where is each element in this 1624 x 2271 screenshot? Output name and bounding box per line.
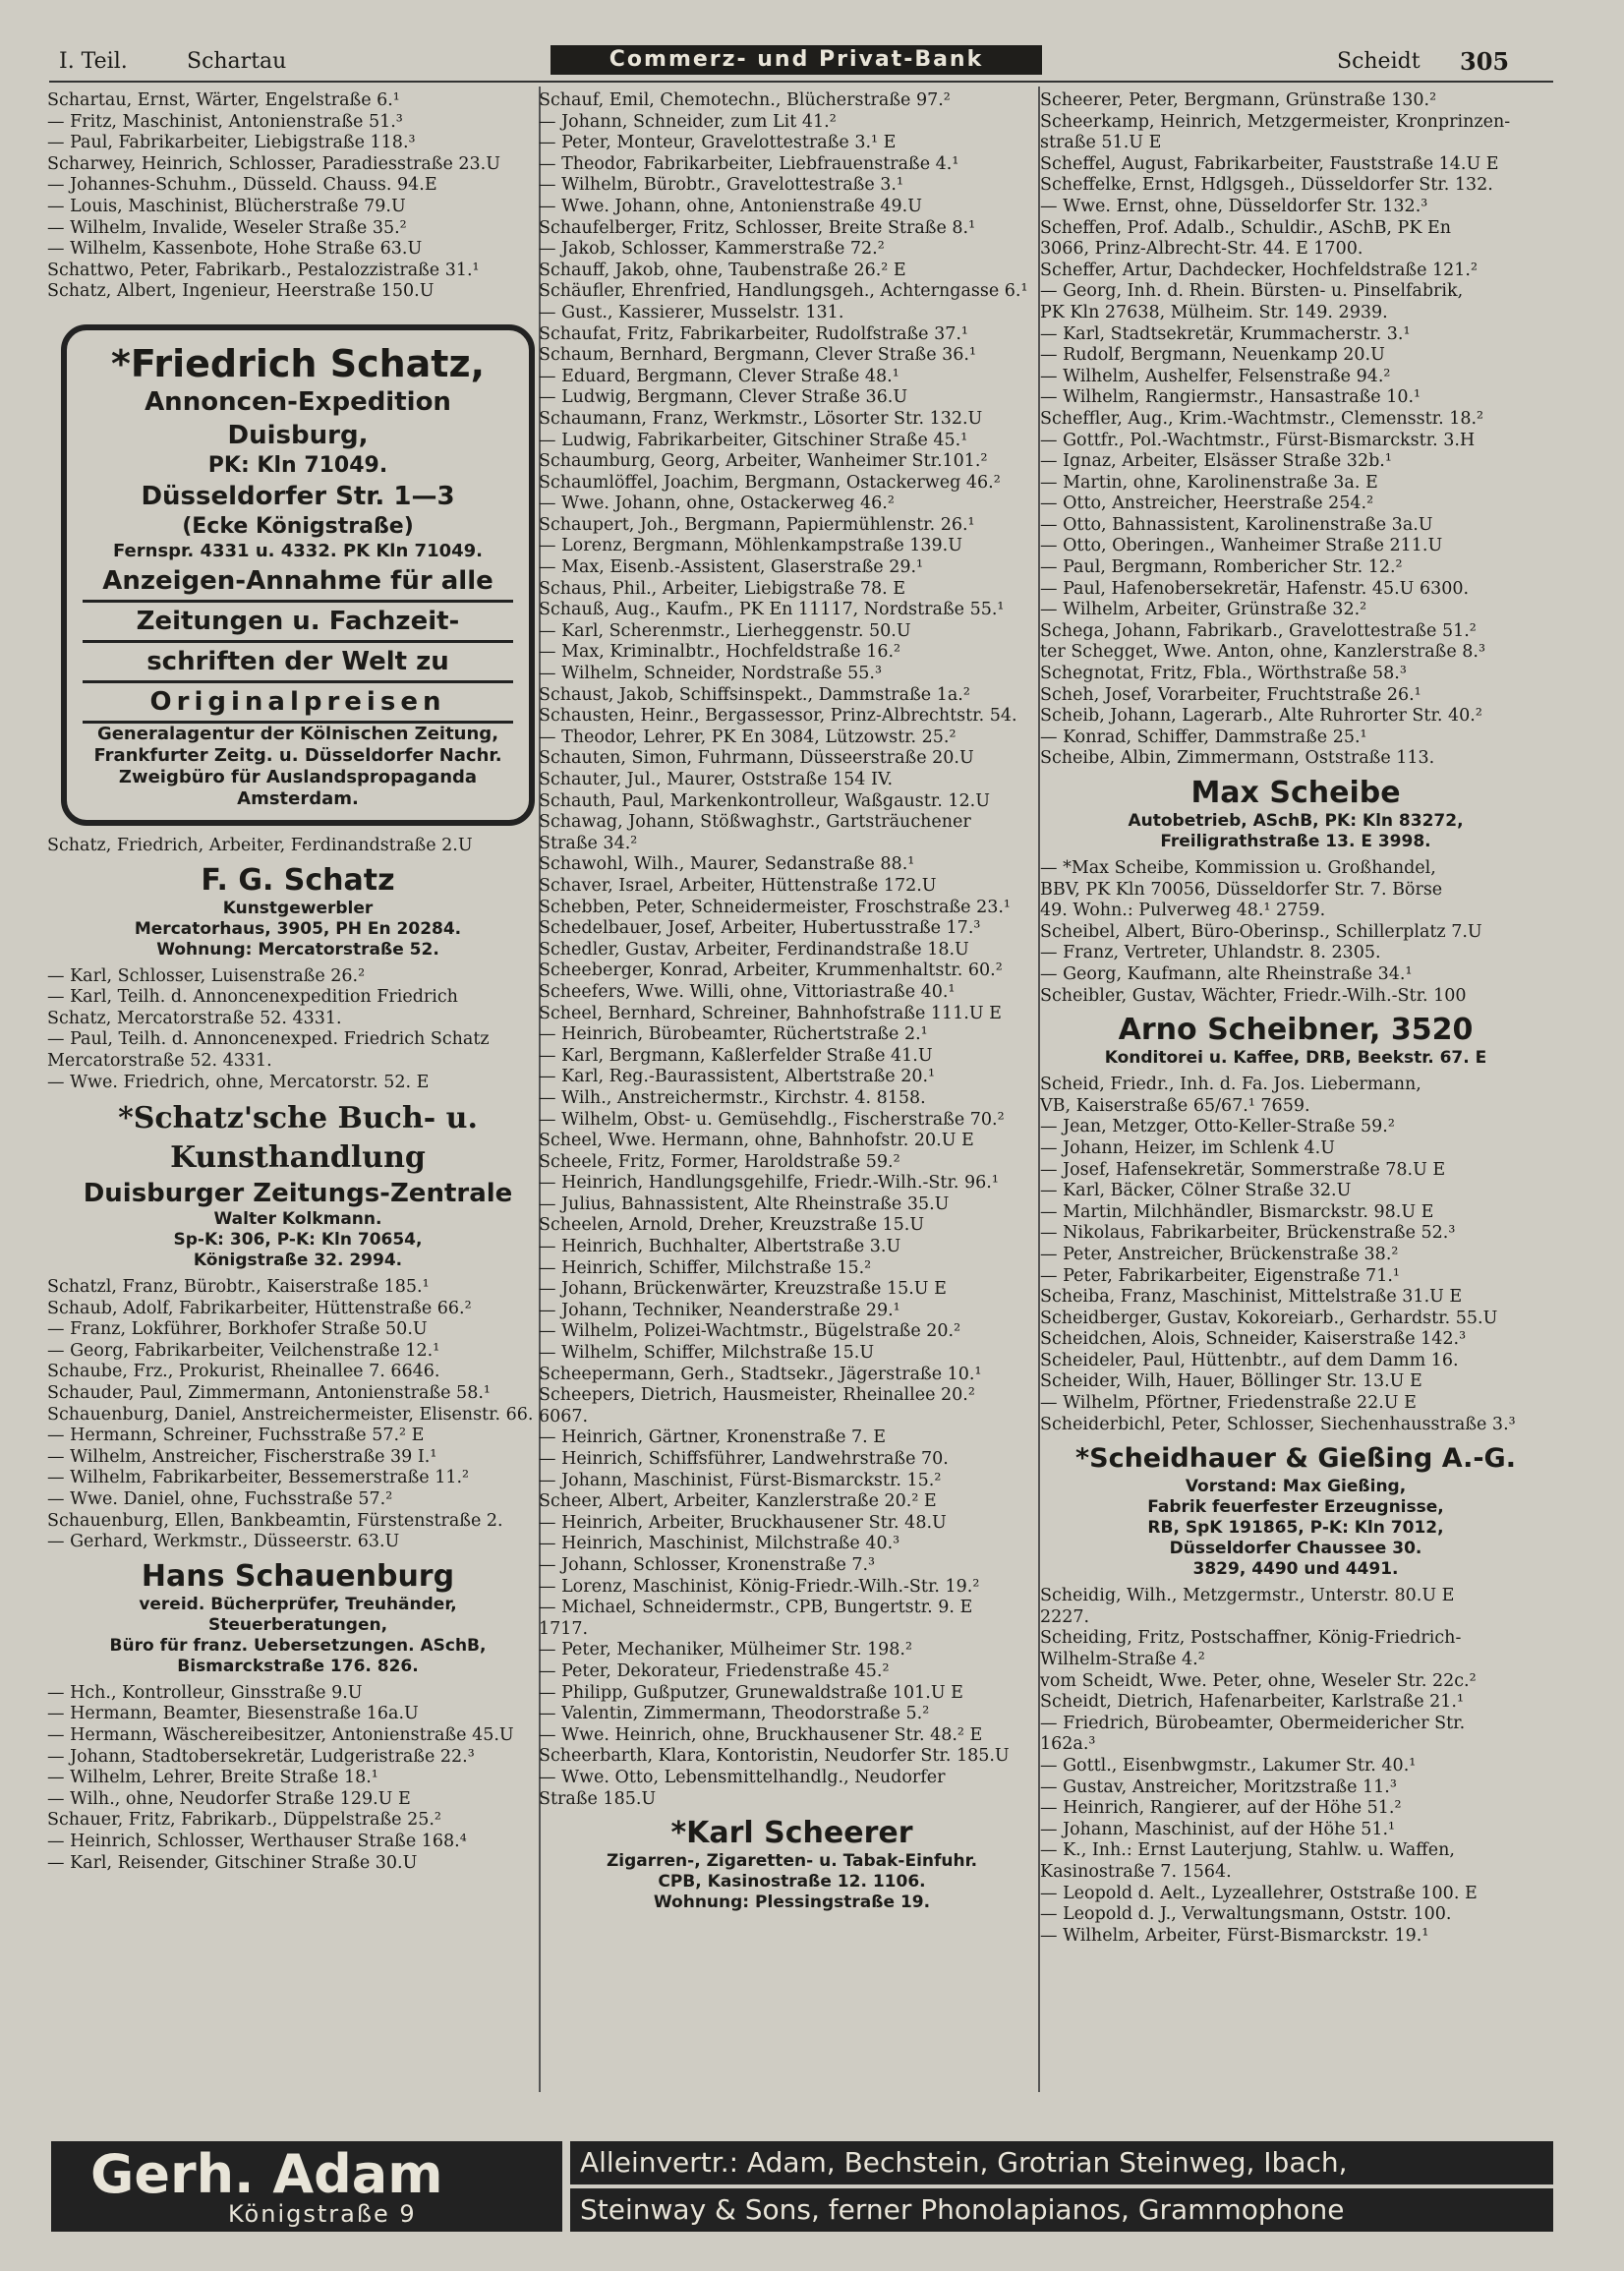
entry-list [47,1277,549,1553]
directory-entry: — Jean, Metzger, Otto-Keller-Straße 59.² [1040,1117,1395,1137]
directory-entry: Schaver, Israel, Arbeiter, Hüttenstraße 172.U [539,875,937,896]
directory-entry: — Hermann, Schreiner, Fuchsstraße 57.² E [47,1426,425,1446]
ad-line: Bismarckstraße 176. 826. [177,1656,419,1676]
directory-entry: Scheerbarth, Klara, Kontoristin, Neudorfer Str. 185.U [539,1746,1010,1767]
directory-entry: Schatz, Albert, Ingenieur, Heerstraße 150.U [47,281,435,302]
ad-title: F. G. Schatz [201,862,395,898]
directory-entry: — Wilh., ohne, Neudorfer Straße 129.U E [47,1788,411,1809]
column-3 [1040,90,1551,2116]
directory-entry: — Paul, Fabrikarbeiter, Liebigstraße 118.³ [47,133,416,153]
entry-list [47,1683,549,1874]
ad-line: Fernspr. 4331 u. 4332. PK Kln 71049. [112,540,484,561]
directory-entry: — Johannes-Schuhm., Düsseld. Chauss. 94.E [47,175,437,196]
directory-entry: — Louis, Maschinist, Blücherstraße 79.U [47,196,406,216]
directory-entry: — Wilhelm, Arbeiter, Fürst-Bismarckstr. 19.¹ [1040,1925,1429,1946]
entry-list [1040,1586,1551,1947]
directory-entry: — Karl, Teilh. d. Annoncenexpedition Friedrich [47,987,458,1008]
directory-entry: — Lorenz, Maschinist, König-Friedr.-Wilh.-Str. 19.² [539,1576,980,1597]
directory-entry: Schaumann, Franz, Werkmstr., Lösorter Str. 132.U [539,408,983,429]
directory-entry: Straße 34.² [539,833,638,853]
directory-entry: Scheiding, Fritz, Postschaffner, König-Friedrich- [1040,1628,1462,1649]
directory-entry: — Georg, Fabrikarbeiter, Veilchenstraße 12.¹ [47,1340,440,1361]
directory-entry: Schaub, Adolf, Fabrikarbeiter, Hüttenstraße 66.² [47,1298,472,1318]
ad-title: Hans Schauenburg [141,1558,455,1594]
ad-line: vereid. Bücherprüfer, Treuhänder, [139,1594,457,1614]
directory-entry: — Ludwig, Fabrikarbeiter, Gitschiner Straße 45.¹ [539,430,968,450]
directory-entry: — Johann, Brückenwärter, Kreuzstraße 15.U E [539,1279,947,1300]
directory-entry: Scheideler, Paul, Hüttenbtr., auf dem Damm 16. [1040,1350,1459,1370]
directory-entry: — *Max Scheibe, Kommission u. Großhandel, [1040,858,1436,878]
directory-entry: — Wwe. Otto, Lebensmittelhandlg., Neudorfer [539,1767,946,1787]
directory-entry: Schattwo, Peter, Fabrikarb., Pestalozzistraße 31.¹ [47,260,480,280]
directory-entry: — Johann, Techniker, Neanderstraße 29.¹ [539,1300,900,1320]
directory-entry: Schawohl, Wilh., Maurer, Sedanstraße 88.¹ [539,854,915,875]
directory-entry: — Martin, ohne, Karolinenstraße 3a. E [1040,472,1378,493]
directory-entry: Wilhelm-Straße 4.² [1040,1650,1205,1670]
directory-entry: Schauten, Simon, Fuhrmann, Düsseerstraße 20.U [539,748,974,769]
directory-entry: — Ludwig, Bergmann, Clever Straße 36.U [539,387,908,408]
directory-entry: Mercatorstraße 52. 4331. [47,1050,272,1071]
directory-entry: — Johann, Schlosser, Kronenstraße 7.³ [539,1554,876,1575]
entry-list [47,966,549,1094]
directory-entry: — Johann, Schneider, zum Lit 41.² [539,111,837,132]
directory-entry: Scheid, Friedr., Inh. d. Fa. Jos. Liebermann, [1040,1075,1421,1095]
ad-title: *Scheidhauer & Gießing A.-G. [1075,1443,1516,1475]
directory-entry: — Johann, Maschinist, Fürst-Bismarckstr. 15.² [539,1470,942,1490]
directory-entry: — Hermann, Wäschereibesitzer, Antonienstraße 45.U [47,1725,514,1745]
ad-line: Düsseldorfer Chaussee 30. [1169,1539,1422,1559]
directory-entry: — Wwe. Heinrich, ohne, Bruckhausener Str. 48.² E [539,1724,983,1745]
directory-entry: — Jakob, Schlosser, Kammerstraße 72.² [539,239,885,260]
footer-advertisement [39,2141,1553,2232]
ad-line: Zweigbüro für Auslandspropaganda [118,766,478,787]
directory-entry: Schauenburg, Daniel, Anstreichermeister, Elisenstr. 66. [47,1404,534,1425]
directory-entry: Kasinostraße 7. 1564. [1040,1861,1232,1882]
running-header [39,39,1553,85]
directory-entry: Schauenburg, Ellen, Bankbeamtin, Fürstenstraße 2. [47,1510,503,1531]
directory-entry: BBV, PK Kln 70056, Düsseldorfer Str. 7. Börse [1040,879,1443,900]
directory-entry: Scheidig, Wilh., Metzgermstr., Unterstr. 80.U E [1040,1586,1455,1606]
directory-entry: Schegnotat, Fritz, Fbla., Wörthstraße 58.³ [1040,664,1407,684]
scheerer-ad [539,1816,1045,1913]
directory-entry: — Georg, Kaufmann, alte Rheinstraße 34.¹ [1040,963,1413,984]
directory-entry: — Heinrich, Arbeiter, Bruckhausener Str. 48.U [539,1512,947,1533]
directory-entry: Scheider, Wilh, Hauer, Böllinger Str. 13.U E [1040,1371,1422,1392]
range-end: Scheidt [1337,49,1421,74]
directory-entry: — Wilhelm, Anstreicher, Fischerstraße 39 I.¹ [47,1446,437,1467]
directory-entry: — Wilhelm, Schneider, Nordstraße 55.³ [539,664,882,684]
directory-entry: — Heinrich, Schlosser, Werthauser Straße 168.⁴ [47,1831,467,1851]
ad-line: Zeitungen u. Fachzeit- [83,603,513,643]
directory-entry: vom Scheidt, Wwe. Peter, ohne, Weseler Str. 22c.² [1040,1670,1477,1691]
directory-entry: Schatzl, Franz, Bürobtr., Kaiserstraße 185.¹ [47,1277,430,1298]
directory-entry: — Konrad, Schiffer, Dammstraße 25.¹ [1040,727,1367,747]
directory-entry: — Karl, Stadtsekretär, Krummacherstr. 3.¹ [1040,323,1411,344]
ad-line: Vorstand: Max Gießing, [1185,1477,1407,1497]
ad-line: Generalagentur der Kölnischen Zeitung, [96,723,499,744]
footer-line-1: Alleinvertr.: Adam, Bechstein, Grotrian Steinweg, Ibach, [570,2141,1553,2184]
directory-entry: 162a.³ [1040,1734,1096,1755]
directory-entry: — Friedrich, Bürobeamter, Obermeidericher Str. [1040,1713,1466,1733]
directory-entry: VB, Kaiserstraße 65/67.¹ 7659. [1040,1095,1310,1116]
directory-entry: — Leopold d. Aelt., Lyzeallehrer, Oststraße 100. E [1040,1883,1478,1903]
directory-entry: — Karl, Scherenmstr., Lierheggenstr. 50.U [539,620,911,641]
ad-line: Originalpreisen [83,683,513,724]
directory-entry: — Wilhelm, Aushelfer, Felsenstraße 94.² [1040,366,1391,386]
directory-entry: Scheel, Bernhard, Schreiner, Bahnhofstraße 111.U E [539,1003,1002,1023]
directory-entry: Scheffler, Aug., Krim.-Wachtmstr., Clemensstr. 18.² [1040,408,1484,429]
directory-entry: — Wilhelm, Lehrer, Breite Straße 18.¹ [47,1768,378,1788]
directory-entry: Schawag, Johann, Stößwaghstr., Gartsträuchener [539,812,971,833]
directory-entry: Scheefers, Wwe. Willi, ohne, Vittoriastraße 40.¹ [539,981,956,1002]
directory-entry: Schebben, Peter, Schneidermeister, Froschstraße 23.¹ [539,897,1011,917]
directory-entry: Schauß, Aug., Kaufm., PK En 11117, Nordstraße 55.¹ [539,600,1005,620]
directory-entry: — Wilhelm, Schiffer, Milchstraße 15.U [539,1343,875,1364]
directory-entry: — Karl, Reisender, Gitschiner Straße 30.U [47,1852,418,1873]
directory-entry: 49. Wohn.: Pulverweg 48.¹ 2759. [1040,901,1326,921]
directory-entry: — K., Inh.: Ernst Lauterjung, Stahlw. u. Waffen, [1040,1840,1455,1861]
directory-entry: — Michael, Schneidermstr., CPB, Bungertstr. 9. E [539,1598,973,1618]
ad-line: Königstraße 32. 2994. [193,1251,403,1271]
directory-entry: — Karl, Reg.-Baurassistent, Albertstraße 20.¹ [539,1067,936,1087]
directory-entry: PK Kln 27638, Mülheim. Str. 149. 2939. [1040,302,1388,322]
directory-entry: — Theodor, Fabrikarbeiter, Liebfrauenstraße 4.¹ [539,153,959,174]
directory-entry: — Peter, Fabrikarbeiter, Eigenstraße 71.¹ [1040,1265,1400,1286]
directory-entry: Scheidchen, Alois, Schneider, Kaiserstraße 142.³ [1040,1329,1467,1350]
directory-entry: — Nikolaus, Fabrikarbeiter, Brückenstraße 52.³ [1040,1223,1456,1244]
directory-entry: — Wwe. Johann, ohne, Antonienstraße 49.U [539,196,922,216]
directory-entry: Scheffer, Artur, Dachdecker, Hochfeldstraße 121.² [1040,260,1478,280]
directory-entry: Scheiderbichl, Peter, Schlosser, Siechenhausstraße 3.³ [1040,1414,1516,1434]
directory-entry: Scheffen, Prof. Adalb., Schuldir., ASchB, PK En [1040,217,1452,238]
ad-line: Annoncen-Expedition [145,386,451,417]
footer-company-name: Gerh. Adam [90,2143,443,2205]
directory-entry: straße 51.U E [1040,133,1162,153]
directory-entry: — Wwe. Ernst, ohne, Düsseldorfer Str. 132.³ [1040,196,1428,216]
directory-entry: — Leopold d. J., Verwaltungsmann, Oststr. 100. [1040,1904,1452,1925]
directory-entry: — Gottfr., Pol.-Wachtmstr., Fürst-Bismarckstr. 3.H [1040,430,1476,450]
directory-entry: — Otto, Bahnassistent, Karolinenstraße 3a.U [1040,514,1433,535]
directory-entry: — Heinrich, Buchhalter, Albertstraße 3.U [539,1237,901,1257]
directory-entry: — Valentin, Zimmermann, Theodorstraße 5.² [539,1704,930,1724]
ad-title: *Schatz'sche Buch- u. Kunsthandlung [118,1101,478,1176]
ad-line: Steuerberatungen, [207,1614,388,1635]
directory-entry: Schaust, Jakob, Schiffsinspekt., Dammstraße 1a.² [539,684,970,705]
directory-entry: Scheidt, Dietrich, Hafenarbeiter, Karlstraße 21.¹ [1040,1692,1464,1713]
directory-entry: Schartau, Ernst, Wärter, Engelstraße 6.¹ [47,90,400,110]
entry-list [539,90,1045,1810]
ad-line: Freiligrathstraße 13. E 3998. [1160,832,1431,851]
ad-line: Duisburg, [227,420,369,450]
directory-entry: Schaufat, Fritz, Fabrikarbeiter, Rudolfstraße 37.¹ [539,323,968,344]
directory-entry: — Johann, Maschinist, auf der Höhe 51.¹ [1040,1819,1396,1839]
directory-entry: Schaufelberger, Fritz, Schlosser, Breite Straße 8.¹ [539,217,976,238]
directory-entry: Scheidberger, Gustav, Kokoreiarb., Gerhardstr. 55.U [1040,1308,1498,1328]
directory-entry: Schaum, Bernhard, Bergmann, Clever Straße 36.¹ [539,345,977,366]
directory-entry: — Heinrich, Rangierer, auf der Höhe 51.² [1040,1798,1402,1819]
directory-entry: — Wilh., Anstreichermstr., Kirchstr. 4. 8158. [539,1087,926,1108]
directory-entry: — Heinrich, Bürobeamter, Rüchertstraße 2.¹ [539,1024,928,1045]
directory-entry: Scheffel, August, Fabrikarbeiter, Fauststraße 14.U E [1040,153,1499,174]
directory-entry: — Wilhelm, Pförtner, Friedenstraße 22.U E [1040,1393,1417,1414]
directory-entry: Schedelbauer, Josef, Arbeiter, Hubertusstraße 17.³ [539,918,981,939]
footer-street: Königstraße 9 [228,2200,417,2228]
directory-entry: — Lorenz, Bergmann, Möhlenkampstraße 139.U [539,536,962,556]
directory-entry: — Ignaz, Arbeiter, Elsässer Straße 32b.¹ [1040,451,1392,472]
directory-entry: — Gust., Kassierer, Musselstr. 131. [539,302,844,322]
directory-entry: — Fritz, Maschinist, Antonienstraße 51.³ [47,111,403,132]
directory-entry: — Wilhelm, Rangiermstr., Hansastraße 10.¹ [1040,387,1421,408]
ad-line: Fabrik feuerfester Erzeugnisse, [1147,1497,1444,1518]
ad-line: PK: Kln 71049. [207,452,388,478]
directory-entry: ter Schegget, Wwe. Anton, ohne, Kanzlerstraße 8.³ [1040,642,1485,663]
directory-entry: Scheerer, Peter, Bergmann, Grünstraße 130.² [1040,90,1437,110]
friedrich-schatz-ad [61,324,535,826]
directory-entry: — Georg, Inh. d. Rhein. Bürsten- u. Pinselfabrik, [1040,281,1464,302]
ad-line: RB, SpK 191865, P-K: Kln 7012, [1147,1518,1444,1539]
directory-entry: — Franz, Vertreter, Uhlandstr. 8. 2305. [1040,943,1381,963]
directory-entry: Scheib, Johann, Lagerarb., Alte Ruhrorter Str. 40.² [1040,706,1482,727]
directory-page [39,39,1553,2232]
entry-list [47,90,549,303]
column-1 [47,90,549,2116]
directory-entry: — Julius, Bahnassistent, Alte Rheinstraße 35.U [539,1194,950,1214]
directory-entry: — Wilhelm, Invalide, Weseler Straße 35.² [47,217,407,238]
ad-line: Duisburger Zeitungs-Zentrale [83,1179,513,1209]
max-scheibe-ad [1040,776,1551,852]
directory-entry: Scheh, Josef, Vorarbeiter, Fruchtstraße 26.¹ [1040,684,1421,705]
ad-line: Düsseldorfer Str. 1—3 [141,481,455,511]
arno-scheibner-ad [1040,1013,1551,1069]
scheidhauer-ad [1040,1441,1551,1580]
ad-line: schriften der Welt zu [83,643,513,683]
directory-entry: — Rudolf, Bergmann, Neuenkamp 20.U [1040,345,1385,366]
directory-entry: — Peter, Mechaniker, Mülheimer Str. 198.² [539,1640,913,1660]
directory-entry: — Johann, Stadtobersekretär, Ludgeristraße 22.³ [47,1746,475,1767]
bank-banner: Commerz- und Privat-Bank [551,45,1042,75]
directory-entry: Schauer, Fritz, Fabrikarb., Düppelstraße 25.² [47,1810,441,1831]
directory-entry: — Wilhelm, Obst- u. Gemüsehdlg., Fischerstraße 70.² [539,1109,1005,1130]
ad-title: Arno Scheibner, 3520 [1118,1013,1474,1048]
ad-line: (Ecke Königstraße) [182,513,414,539]
ad-line: Amsterdam. [237,787,359,809]
ad-title: Max Scheibe [1190,776,1401,810]
directory-entry: Schauter, Jul., Maurer, Oststraße 154 IV. [539,770,894,789]
page-number: 305 [1460,47,1510,76]
directory-entry: Schatz, Friedrich, Arbeiter, Ferdinandstraße 2.U [47,835,473,855]
directory-entry: Schaumburg, Georg, Arbeiter, Wanheimer Str.101.² [539,451,988,472]
directory-entry: — Otto, Oberingen., Wanheimer Straße 211.U [1040,536,1443,556]
directory-entry: — Josef, Hafensekretär, Sommerstraße 78.U E [1040,1159,1446,1180]
directory-entry: — Max, Eisenb.-Assistent, Glaserstraße 29.¹ [539,557,924,578]
directory-entry: — Gerhard, Werkmstr., Düsseerstr. 63.U [47,1532,400,1552]
directory-entry: — Wwe. Johann, ohne, Ostackerweg 46.² [539,494,895,514]
directory-entry: Straße 185.U [539,1788,657,1809]
ad-line: Wohnung: Mercatorstraße 52. [156,939,439,960]
directory-entry: — Peter, Dekorateur, Friedenstraße 45.² [539,1660,890,1681]
directory-entry: Schauf, Emil, Chemotechn., Blücherstraße 97.² [539,90,951,110]
entry-list [1040,1075,1551,1435]
directory-entry: 6067. [539,1406,589,1427]
directory-entry: — Karl, Bergmann, Kaßlerfelder Straße 41.U [539,1045,933,1066]
buchhandlung-ad [47,1099,549,1271]
entry-list [47,836,549,857]
directory-entry: — Wilhelm, Polizei-Wachtmstr., Bügelstraße 20.² [539,1321,961,1342]
directory-entry: — Max, Kriminalbtr., Hochfeldstraße 16.² [539,642,901,663]
directory-entry: — Peter, Monteur, Gravelottestraße 3.¹ E [539,133,897,153]
schauenburg-ad [47,1559,549,1677]
entry-list [1040,90,1551,770]
directory-entry: Schaupert, Joh., Bergmann, Papiermühlenstr. 26.¹ [539,514,975,535]
directory-entry: Schäufler, Ehrenfried, Handlungsgeh., Achterngasse 6.¹ [539,281,1028,302]
directory-entry: — Wilhelm, Kassenbote, Hohe Straße 63.U [47,239,423,260]
directory-entry: — Martin, Milchhändler, Bismarckstr. 98.U E [1040,1201,1434,1222]
directory-entry: — Heinrich, Maschinist, Milchstraße 40.³ [539,1534,900,1554]
directory-entry: Schaus, Phil., Arbeiter, Liebigstraße 78. E [539,578,906,599]
directory-entry: — Wilhelm, Arbeiter, Grünstraße 32.² [1040,600,1367,620]
ad-line: Walter Kolkmann. [213,1209,382,1230]
directory-entry: — Heinrich, Schiffsführer, Landwehrstraße 70. [539,1449,949,1469]
column-2 [539,90,1045,2116]
directory-entry: Scheepermann, Gerh., Stadtsekr., Jägerstraße 10.¹ [539,1364,982,1384]
directory-entry: — Wwe. Daniel, ohne, Fuchsstraße 57.² [47,1489,393,1510]
directory-entry: — Johann, Heizer, im Schlenk 4.U [1040,1137,1335,1158]
fg-schatz-ad [47,863,549,961]
range-start: Schartau [187,49,287,74]
directory-entry: Scheerkamp, Heinrich, Metzgermeister, Kronprinzen- [1040,111,1511,132]
directory-entry: Scheer, Albert, Arbeiter, Kanzlerstraße 20.² E [539,1491,937,1512]
ad-line: Wohnung: Plessingstraße 19. [653,1892,931,1913]
directory-entry: Schega, Johann, Fabrikarb., Gravelottestraße 51.² [1040,620,1477,641]
directory-entry: Scheibel, Albert, Büro-Oberinsp., Schillerplatz 7.U [1040,921,1482,942]
directory-entry: — Gustav, Anstreicher, Moritzstraße 11.³ [1040,1776,1397,1797]
directory-entry: Schatz, Mercatorstraße 52. 4331. [47,1008,342,1028]
directory-entry: Schauff, Jakob, ohne, Taubenstraße 26.² E [539,260,906,280]
directory-entry: — Wwe. Friedrich, ohne, Mercatorstr. 52. E [47,1072,430,1092]
directory-entry: Scheibe, Albin, Zimmermann, Oststraße 113. [1040,748,1435,769]
directory-entry: Schausten, Heinr., Bergassessor, Prinz-Albrechtstr. 54. [539,706,1017,727]
directory-entry: Schaube, Frz., Prokurist, Rheinallee 7. 6646. [47,1362,440,1382]
directory-entry: — Wilhelm, Bürobtr., Gravelottestraße 3.¹ [539,175,903,196]
directory-entry: — Philipp, Gußputzer, Grunewaldstraße 101.U E [539,1682,963,1703]
directory-entry: Scheele, Fritz, Former, Haroldstraße 59.² [539,1151,900,1172]
footer-right-panel [570,2141,1553,2232]
ad-line: Büro für franz. Uebersetzungen. ASchB, [109,1635,487,1656]
directory-entry: Scheeberger, Konrad, Arbeiter, Krummenhaltstr. 60.² [539,961,1003,981]
directory-entry: — Heinrich, Gärtner, Kronenstraße 7. E [539,1427,887,1448]
directory-entry: 3066, Prinz-Albrecht-Str. 44. E 1700. [1040,239,1363,260]
directory-entry: — Hermann, Beamter, Biesenstraße 16a.U [47,1704,419,1724]
ad-title: *Karl Scheerer [670,1816,913,1851]
ad-line: Zigarren-, Zigaretten- u. Tabak-Einfuhr. [606,1851,978,1872]
directory-entry: — Gottl., Eisenbwgmstr., Lakumer Str. 40.¹ [1040,1756,1417,1776]
footer-line-2: Steinway & Sons, ferner Phonolapianos, Grammophone [570,2188,1553,2232]
directory-entry: Scharwey, Heinrich, Schlosser, Paradiesstraße 23.U [47,153,500,174]
directory-entry: Schauder, Paul, Zimmermann, Antonienstraße 58.¹ [47,1383,491,1404]
ad-line: Autobetrieb, ASchB, PK: Kln 83272, [1128,811,1464,831]
directory-entry: — Paul, Hafenobersekretär, Hafenstr. 45.U 6300. [1040,578,1470,599]
directory-entry: — Paul, Bergmann, Rombericher Str. 12.² [1040,557,1403,578]
directory-entry: 2227. [1040,1606,1090,1627]
directory-entry: Schedler, Gustav, Arbeiter, Ferdinandstraße 18.U [539,939,969,960]
directory-entry: — Wilhelm, Fabrikarbeiter, Bessemerstraße 11.² [47,1468,470,1488]
directory-entry: — Otto, Anstreicher, Heerstraße 254.² [1040,494,1374,514]
directory-entry: — Hch., Kontrolleur, Ginsstraße 9.U [47,1682,363,1703]
directory-entry: — Franz, Lokführer, Borkhofer Straße 50.U [47,1319,428,1340]
ad-line: Sp-K: 306, P-K: Kln 70654, [173,1230,423,1251]
directory-entry: — Karl, Bäcker, Cölner Straße 32.U [1040,1181,1352,1201]
directory-entry: Scheelen, Arnold, Dreher, Kreuzstraße 15.U [539,1215,925,1236]
directory-entry: Schaumlöffel, Joachim, Bergmann, Ostackerweg 46.² [539,472,1001,493]
directory-entry: Schauth, Paul, Markenkontrolleur, Waßgaustr. 12.U [539,790,990,811]
directory-entry: — Theodor, Lehrer, PK En 3084, Lützowstr. 25.² [539,727,957,747]
directory-entry: — Paul, Teilh. d. Annoncenexped. Friedrich Schatz [47,1029,490,1050]
header-rule [49,81,1553,83]
footer-left-panel [51,2141,562,2232]
directory-entry: — Heinrich, Schiffer, Milchstraße 15.² [539,1257,872,1278]
directory-entry: — Karl, Schlosser, Luisenstraße 26.² [47,965,366,986]
directory-entry: Scheel, Wwe. Hermann, ohne, Bahnhofstr. 20.U E [539,1131,974,1151]
ad-title: *Friedrich Schatz, [110,341,486,385]
part-label: I. Teil. [59,49,128,74]
directory-entry: Scheepers, Dietrich, Hausmeister, Rheinallee 20.² [539,1385,975,1406]
directory-entry: Scheiba, Franz, Maschinist, Mittelstraße 31.U E [1040,1287,1463,1308]
ad-line: CPB, Kasinostraße 12. 1106. [658,1872,926,1892]
directory-entry: — Peter, Anstreicher, Brückenstraße 38.² [1040,1244,1399,1264]
directory-entry: — Heinrich, Handlungsgehilfe, Friedr.-Wilh.-Str. 96.¹ [539,1173,999,1194]
ad-line: Konditorei u. Kaffee, DRB, Beekstr. 67. E [1104,1048,1487,1069]
entry-list [1040,858,1551,1007]
directory-entry: — Eduard, Bergmann, Clever Straße 48.¹ [539,366,899,386]
ad-line: Frankfurter Zeitg. u. Düsseldorfer Nachr. [93,744,502,766]
ad-line: Anzeigen-Annahme für alle [83,562,513,603]
directory-entry: 1717. [539,1618,589,1639]
directory-entry: Scheibler, Gustav, Wächter, Friedr.-Wilh.-Str. 100 [1040,985,1467,1006]
ad-line: Mercatorhaus, 3905, PH En 20284. [134,918,462,939]
ad-line: Kunstgewerbler [222,898,374,918]
ad-line: 3829, 4490 und 4491. [1192,1559,1399,1580]
directory-entry: Scheffelke, Ernst, Hdlgsgeh., Düsseldorfer Str. 132. [1040,175,1493,196]
